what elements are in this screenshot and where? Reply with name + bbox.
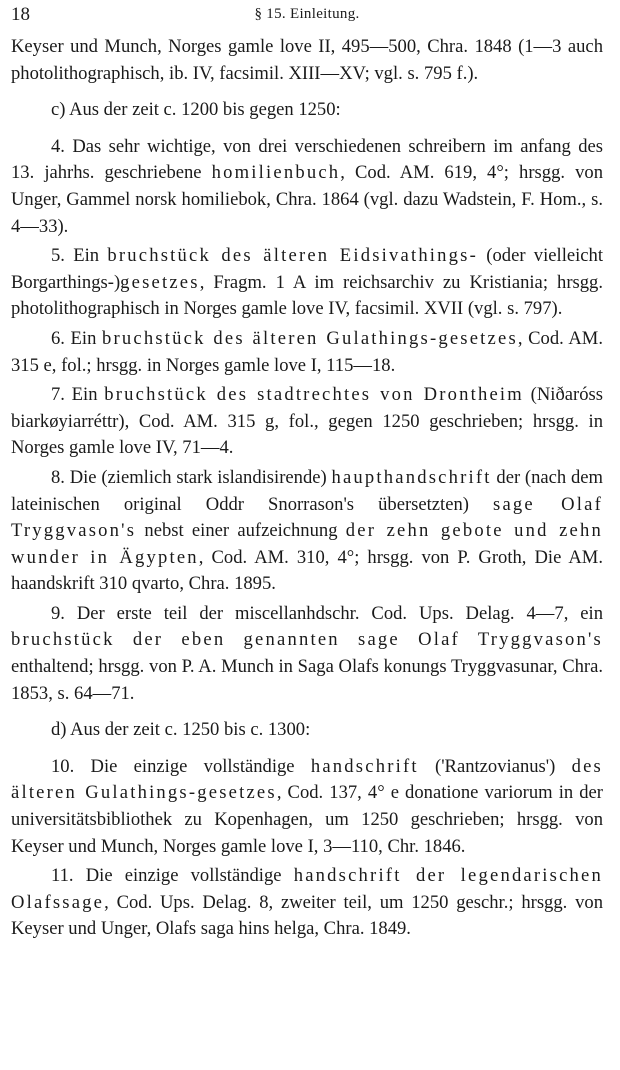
spaced-emphasis-text: handschrift — [310, 755, 419, 777]
paragraph — [11, 243, 603, 323]
paragraph — [11, 34, 603, 87]
spaced-emphasis-text: homilienbuch — [211, 162, 341, 184]
paragraph-text: (oder vielleicht Borgarthings-) — [11, 245, 603, 293]
spaced-emphasis-text: bruchstück des stadtrechtes von Drontheim — [104, 384, 524, 406]
paragraph — [11, 326, 603, 379]
spaced-emphasis-text: haupthandschrift — [331, 466, 492, 488]
paragraph-text: d) Aus der zeit c. 1250 bis c. 1300: — [51, 719, 311, 741]
paragraph — [11, 863, 603, 943]
paragraph-text: , Cod. AM. 315 e, fol.; hrsgg. in Norges gamle love I, 115—18. — [11, 327, 603, 376]
paragraph — [11, 601, 603, 707]
spaced-emphasis-text: gesetzes — [120, 271, 200, 293]
paragraph-text: , Cod. AM. 310, 4°; hrsgg. von P. Groth, Die AM. haandskrift 310 qvarto, Chra. 1895. — [11, 546, 603, 595]
paragraph-text: 11. Die einzige vollständige — [51, 865, 294, 887]
book-page — [11, 0, 603, 946]
section-heading — [11, 97, 603, 124]
paragraph-text: 7. Ein — [51, 384, 105, 406]
spaced-emphasis-text: bruchstück des älteren Gulathings-gesetzes — [101, 327, 518, 349]
paragraph — [11, 465, 603, 598]
paragraph-text: c) Aus der zeit c. 1200 bis gegen 1250: — [51, 99, 341, 121]
spaced-emphasis-text: des älteren Gulathings-gesetzes — [11, 755, 603, 804]
paragraph-text: , Cod. AM. 619, 4°; hrsgg. von Unger, Gammel norsk homiliebok, Chra. 1864 (vgl. dazu Wadstein, F. Hom., s. 4—33). — [11, 162, 603, 237]
paragraph-text: enthaltend; hrsgg. von P. A. Munch in Saga Olafs konungs Tryggvasunar, Chra. 1853, s. 64—71. — [11, 656, 603, 704]
paragraph-text: 5. Ein — [51, 245, 108, 267]
page-header — [11, 0, 603, 34]
paragraph-text: 10. Die einzige vollständige — [51, 755, 311, 777]
page-number: 18 — [11, 4, 30, 25]
paragraph-text: , Cod. 137, 4° e donatione variorum in der universitätsbibliothek zu Kopenhagen, um 1250 geschrieben; hrsgg. von Keyser und Munch, Norges gamle love I, 3—110, Chr. 1846. — [11, 782, 603, 857]
paragraph-text: ('Rantzovianus') — [418, 755, 572, 777]
paragraph — [11, 134, 603, 240]
spaced-emphasis-text: handschrift der legendarischen Olafssage — [11, 865, 603, 913]
paragraph — [11, 382, 603, 462]
section-heading — [11, 717, 603, 744]
paragraph-text: , Fragm. 1 A im reichsarchiv zu Kristiania; hrsgg. photolithographisch in Norges gamle love IV, facsimil. XVII (vgl. s. 797). — [11, 271, 603, 320]
spaced-emphasis-text: bruchstück der eben genannten sage Olaf Tryggvason's — [11, 629, 603, 651]
spaced-emphasis-text: der zehn gebote und zehn wunder in Ägypten — [11, 520, 603, 568]
paragraph-text: 8. Die (ziemlich stark islandisirende) — [51, 466, 332, 488]
paragraph-text: , Cod. Ups. Delag. 8, zweiter teil, um 1250 geschr.; hrsgg. von Keyser und Unger, Olafs saga hins helga, Chra. 1849. — [11, 891, 603, 940]
running-head: § 15. Einleitung. — [254, 6, 360, 22]
paragraph-text: der (nach dem lateinischen original Oddr Snorrason's übersetzten) — [11, 466, 603, 515]
spaced-emphasis-text: bruchstück des älteren Eidsivathings- — [107, 245, 478, 267]
paragraph-text: 9. Der erste teil der miscellanhdschr. Cod. Ups. Delag. 4—7, ein — [51, 602, 603, 624]
paragraph-text: nebst einer aufzeichnung — [136, 520, 346, 542]
paragraph-text: 6. Ein — [51, 327, 102, 349]
spaced-emphasis-text: sage Olaf Tryggvason's — [11, 493, 603, 542]
paragraph-text: 4. Das sehr wichtige, von drei verschiedenen schreibern im anfang des 13. jahrhs. geschriebene — [11, 135, 603, 184]
paragraph-text: Keyser und Munch, Norges gamle love II, 495—500, Chra. 1848 (1—3 auch photolithographisch, ib. IV, facsimil. XIII—XV; vgl. s. 795 f.). — [11, 36, 603, 84]
body-text — [11, 34, 603, 943]
paragraph-text: (Niðaróss biarkøyiarréttr), Cod. AM. 315 g, fol., gegen 1250 geschrieben; hrsgg. in Norges gamle love IV, 71—4. — [11, 384, 603, 459]
paragraph — [11, 754, 603, 860]
